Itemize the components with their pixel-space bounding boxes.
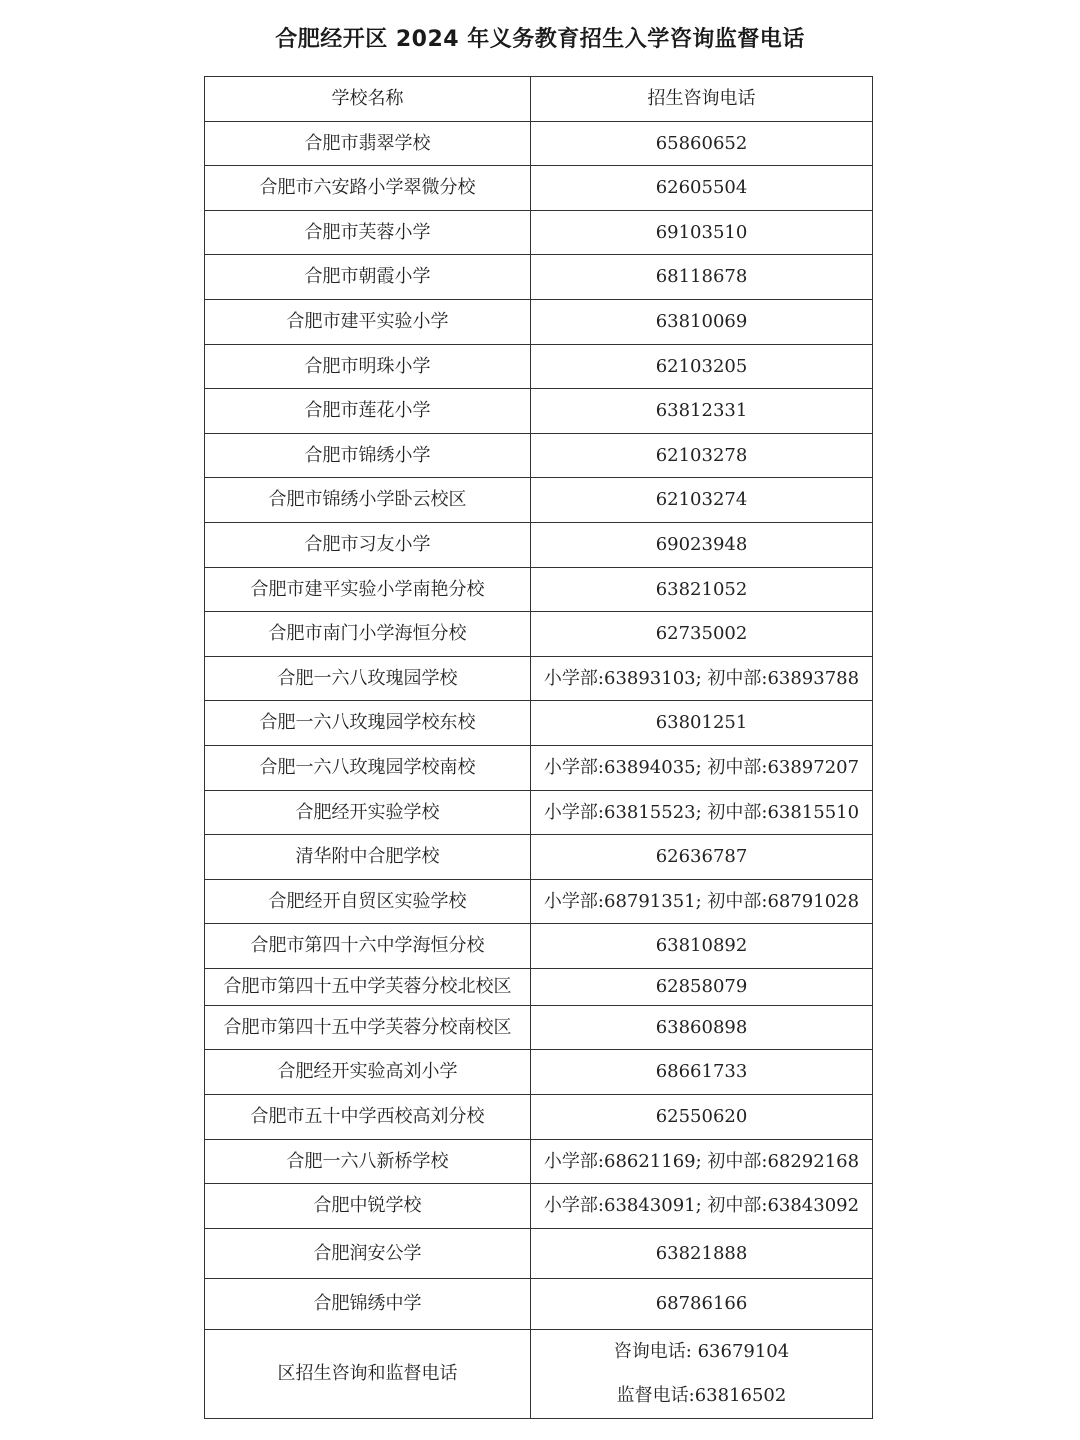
phone-cell: 63860898 xyxy=(531,1005,873,1050)
phone-directory-table-wrapper xyxy=(204,76,872,1419)
district-contact-label: 区招生咨询和监督电话 xyxy=(205,1329,531,1418)
school-name-cell: 合肥市六安路小学翠微分校 xyxy=(205,166,531,211)
school-name-cell: 清华附中合肥学校 xyxy=(205,835,531,880)
table-row xyxy=(205,1228,873,1279)
school-name-cell: 合肥市明珠小学 xyxy=(205,344,531,389)
table-row xyxy=(205,121,873,166)
table-row xyxy=(205,924,873,969)
school-name-cell: 合肥市翡翠学校 xyxy=(205,121,531,166)
table-row xyxy=(205,522,873,567)
school-name-cell: 合肥市第四十五中学芙蓉分校南校区 xyxy=(205,1005,531,1050)
phone-cell: 62735002 xyxy=(531,612,873,657)
phone-cell: 62103205 xyxy=(531,344,873,389)
school-name-cell: 合肥锦绣中学 xyxy=(205,1279,531,1330)
school-name-cell: 合肥市五十中学西校高刘分校 xyxy=(205,1095,531,1140)
phone-cell: 68118678 xyxy=(531,255,873,300)
school-name-cell: 合肥市芙蓉小学 xyxy=(205,210,531,255)
table-row xyxy=(205,879,873,924)
page-title: 合肥经开区 2024 年义务教育招生入学咨询监督电话 xyxy=(275,27,805,52)
table-row xyxy=(205,790,873,835)
phone-cell: 小学部:68621169; 初中部:68292168 xyxy=(531,1139,873,1184)
district-contact-phones xyxy=(531,1329,873,1418)
school-name-cell: 合肥一六八玫瑰园学校 xyxy=(205,656,531,701)
table-row xyxy=(205,344,873,389)
school-name-cell: 合肥一六八玫瑰园学校东校 xyxy=(205,701,531,746)
phone-cell: 小学部:68791351; 初中部:68791028 xyxy=(531,879,873,924)
table-row xyxy=(205,1184,873,1229)
phone-cell: 62103278 xyxy=(531,433,873,478)
phone-cell: 小学部:63894035; 初中部:63897207 xyxy=(531,745,873,790)
school-name-cell: 合肥市锦绣小学 xyxy=(205,433,531,478)
school-name-cell: 合肥市朝霞小学 xyxy=(205,255,531,300)
table-header-row xyxy=(205,77,873,122)
school-name-cell: 合肥一六八新桥学校 xyxy=(205,1139,531,1184)
school-name-cell: 合肥中锐学校 xyxy=(205,1184,531,1229)
phone-cell: 63812331 xyxy=(531,389,873,434)
table-row xyxy=(205,835,873,880)
table-row xyxy=(205,1279,873,1330)
table-row xyxy=(205,567,873,612)
phone-cell: 68661733 xyxy=(531,1050,873,1095)
table-row xyxy=(205,701,873,746)
phone-cell: 68786166 xyxy=(531,1279,873,1330)
phone-cell: 62605504 xyxy=(531,166,873,211)
consult-phone: 咨询电话: 63679104 xyxy=(613,1340,790,1362)
table-row xyxy=(205,1050,873,1095)
school-name-cell: 合肥市第四十六中学海恒分校 xyxy=(205,924,531,969)
phone-cell: 65860652 xyxy=(531,121,873,166)
table-row xyxy=(205,210,873,255)
phone-cell: 63821888 xyxy=(531,1228,873,1279)
table-row xyxy=(205,299,873,344)
school-name-cell: 合肥一六八玫瑰园学校南校 xyxy=(205,745,531,790)
district-contact-row xyxy=(205,1329,873,1418)
table-row xyxy=(205,612,873,657)
phone-cell: 小学部:63843091; 初中部:63843092 xyxy=(531,1184,873,1229)
phone-cell: 62858079 xyxy=(531,968,873,1005)
phone-cell: 小学部:63893103; 初中部:63893788 xyxy=(531,656,873,701)
table-row xyxy=(205,478,873,523)
phone-cell: 69103510 xyxy=(531,210,873,255)
school-name-cell: 合肥市建平实验小学南艳分校 xyxy=(205,567,531,612)
table-row xyxy=(205,1005,873,1050)
phone-cell: 63821052 xyxy=(531,567,873,612)
table-row xyxy=(205,1139,873,1184)
phone-cell: 63801251 xyxy=(531,701,873,746)
school-name-cell: 合肥市第四十五中学芙蓉分校北校区 xyxy=(205,968,531,1005)
phone-cell: 小学部:63815523; 初中部:63815510 xyxy=(531,790,873,835)
table-row xyxy=(205,166,873,211)
table-row xyxy=(205,656,873,701)
column-header-phone: 招生咨询电话 xyxy=(531,77,873,122)
school-name-cell: 合肥市莲花小学 xyxy=(205,389,531,434)
phone-cell: 62636787 xyxy=(531,835,873,880)
column-header-school-name: 学校名称 xyxy=(205,77,531,122)
phone-cell: 63810069 xyxy=(531,299,873,344)
table-row xyxy=(205,968,873,1005)
table-row xyxy=(205,389,873,434)
school-name-cell: 合肥经开自贸区实验学校 xyxy=(205,879,531,924)
school-name-cell: 合肥市锦绣小学卧云校区 xyxy=(205,478,531,523)
table-row xyxy=(205,1095,873,1140)
phone-directory-table xyxy=(204,76,873,1419)
table-row xyxy=(205,255,873,300)
phone-cell: 62103274 xyxy=(531,478,873,523)
table-row xyxy=(205,433,873,478)
school-name-cell: 合肥润安公学 xyxy=(205,1228,531,1279)
phone-cell: 69023948 xyxy=(531,522,873,567)
phone-cell: 62550620 xyxy=(531,1095,873,1140)
supervise-phone: 监督电话:63816502 xyxy=(616,1384,787,1406)
school-name-cell: 合肥经开实验高刘小学 xyxy=(205,1050,531,1095)
school-name-cell: 合肥市建平实验小学 xyxy=(205,299,531,344)
school-name-cell: 合肥市南门小学海恒分校 xyxy=(205,612,531,657)
table-row xyxy=(205,745,873,790)
school-name-cell: 合肥经开实验学校 xyxy=(205,790,531,835)
school-name-cell: 合肥市习友小学 xyxy=(205,522,531,567)
phone-cell: 63810892 xyxy=(531,924,873,969)
